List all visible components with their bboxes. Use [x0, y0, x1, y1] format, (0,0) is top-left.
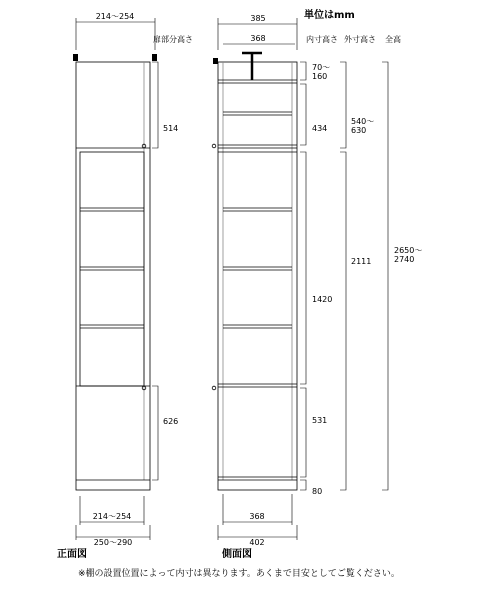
outer-height-heading: 外寸高さ	[344, 35, 376, 44]
side-inner-top-width-label: 368	[250, 34, 266, 43]
front-lower-door-value: 626	[163, 417, 179, 426]
front-upper-door-dim	[152, 62, 158, 148]
middle-outer-dim	[340, 152, 346, 490]
inner-height-heading: 内寸高さ	[306, 35, 338, 44]
side-outer-width-label: 402	[249, 538, 265, 547]
front-adjuster-left	[73, 54, 78, 61]
middle-outer-value: 2111	[351, 257, 372, 266]
side-upper-hinge	[212, 144, 216, 148]
front-outer-width-label: 250～290	[93, 538, 133, 547]
side-lower-hinge	[212, 386, 216, 390]
top-gap-value-2: 160	[312, 72, 328, 81]
lower-inner-dim	[300, 388, 306, 477]
front-lower-door-dim	[152, 386, 158, 480]
plinth-value: 80	[312, 487, 323, 496]
lower-inner-value: 531	[312, 416, 328, 425]
upper-inner-dim	[300, 84, 306, 145]
side-view-caption: 側面図	[222, 549, 252, 560]
front-upper-door-value: 514	[163, 124, 179, 133]
upper-inner-value: 434	[312, 124, 328, 133]
plinth-dim	[300, 480, 306, 490]
side-cabinet-outline	[218, 62, 297, 490]
front-cabinet-outline	[76, 62, 150, 490]
side-inner-bottom-width-label: 368	[249, 512, 265, 521]
upper-outer-value-1: 540～	[351, 117, 375, 126]
side-view	[212, 14, 297, 560]
front-inner-width-label: 214～254	[92, 512, 132, 521]
front-view	[57, 12, 193, 560]
total-height-dim	[382, 62, 388, 490]
front-top-width-label: 214～254	[95, 12, 135, 21]
total-height-heading: 全高	[385, 35, 401, 44]
front-open-section	[80, 152, 144, 386]
front-view-caption: 正面図	[57, 549, 87, 560]
total-height-value-2: 2740	[394, 255, 415, 264]
total-height-value-1: 2650～	[394, 246, 423, 255]
top-gap-value-1: 70～	[312, 63, 331, 72]
middle-inner-dim	[300, 152, 306, 384]
top-gap-dim	[300, 62, 306, 80]
middle-inner-value: 1420	[312, 295, 333, 304]
height-dimensions	[300, 8, 422, 496]
side-top-width-label: 385	[250, 14, 266, 23]
side-adjuster-block	[213, 58, 218, 64]
upper-outer-dim	[340, 62, 346, 148]
front-adjuster-right	[152, 54, 157, 61]
unit-note: 単位はmm	[304, 10, 355, 21]
footnote: ※棚の設置位置によって内寸は異なります。あくまで目安としてご覧ください。	[78, 569, 400, 579]
door-height-heading: 扉部分高さ	[153, 35, 193, 44]
upper-outer-value-2: 630	[351, 126, 367, 135]
